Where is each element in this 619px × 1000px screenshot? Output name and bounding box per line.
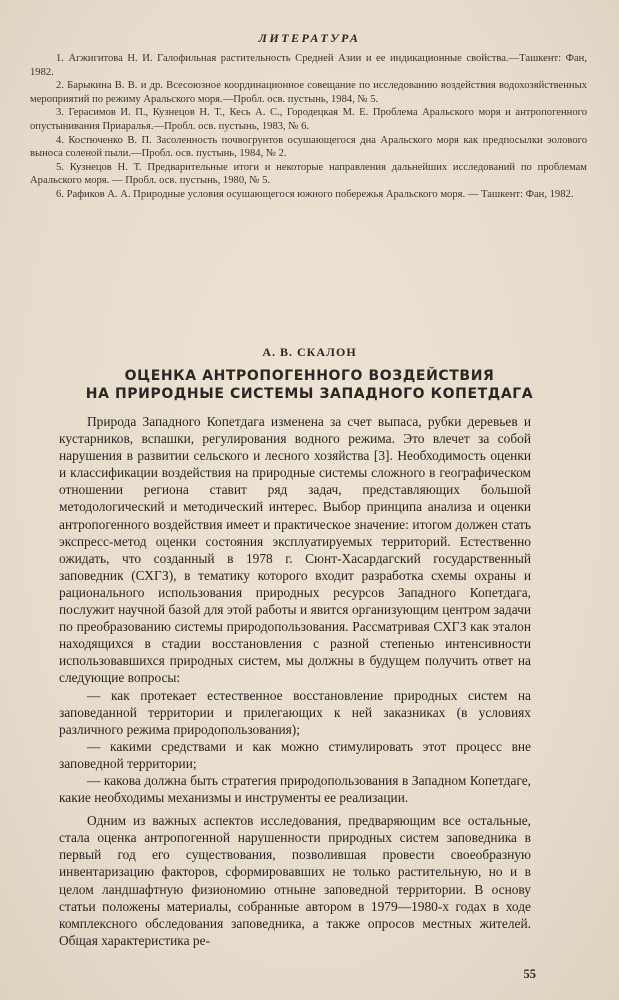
question-item: — как протекает естественное восстановление природных систем на заповеданной территории и прилегающих к ней заказниках (в условиях различного режима природопользования); (59, 687, 531, 737)
reference-item: 2. Барыкина В. В. и др. Всесоюзное координационное совещание по исследованию воздействия водохозяйственных мероприятий по режиму Аральского моря.—Пробл. осв. пустынь, 1984, № 5. (30, 80, 587, 105)
reference-item: 3. Герасимов И. П., Кузнецов Н. Т., Кесь А. С., Городецкая М. Е. Проблема Аральского моря и антропогенного опустынивания Приаралья.—Пробл. осв. пустынь, 1983, № 6. (30, 107, 587, 132)
literature-heading: ЛИТЕРАТУРА (258, 31, 361, 45)
question-item: — какова должна быть стратегия природопользования в Западном Копетдаге, какие необходимы механизмы и инструменты ее реализации. (59, 772, 531, 806)
reference-item: 4. Костюченко В. П. Засоленность почвогрунтов осушающегося дна Аральского моря как предпосылки эолового выноса соленой пыли.—Пробл. осв. пустынь, 1984, № 2. (30, 134, 587, 160)
paragraph-aspects: Одним из важных аспектов исследования, предваряющим все остальные, стала оценка антропогенной нарушенности природных систем заповедника в первый год его существования, позволившая провести своеобразную инвентаризацию факторов, сформировавших не только растительную, но и в целом ландшафтную физиономию отныне заповедной территории. В основу статьи положены материалы, собранные автором в 1979—1980-х годах в ходе комплексного обследования заповедника, а также опросов местных жителей. Общая характеристика ре- (59, 813, 531, 948)
article-title-line: ОЦЕНКА АНТРОПОГЕННОГО ВОЗДЕЙСТВИЯ (124, 368, 495, 384)
reference-item: 1. Агжигитова Н. И. Галофильная растительность Средней Азии и ее индикационные свойства.—Ташкент: Фан, 1982. (30, 53, 587, 78)
article-title (0, 368, 619, 403)
article-title-line: НА ПРИРОДНЫЕ СИСТЕМЫ ЗАПАДНОГО КОПЕТДАГА (85, 385, 534, 402)
page-number: 55 (523, 967, 536, 981)
article-body (59, 413, 531, 949)
reference-list (30, 52, 587, 202)
reference-item: 6. Рафиков А. А. Природные условия осушающегося южного побережья Аральского моря. — Ташкент: Фан, 1982. (56, 188, 574, 200)
question-item: — какими средствами и как можно стимулировать этот процесс вне заповедной территории; (59, 738, 531, 771)
reference-item: 5. Кузнецов Н. Т. Предварительные итоги и некоторые направления дальнейших исследований по проблемам Аральского моря. — Пробл. осв. пустынь, 1980, № 5. (30, 161, 587, 187)
article-author: А. В. СКАЛОН (262, 345, 357, 359)
paragraph-intro: Природа Западного Копетдага изменена за счет выпаса, рубки деревьев и кустарников, вспашки, регулирования водного режима. Это влечет за собой нарушения в развитии сельского и лесного хозяйства [3]. Необходимость оценки и классификации воздействия на природные системы сложного в географическом отношении региона ставит ряд задач, представляющих большой методологический и методический интерес. Выбор принципа анализа и оценки антропогенного воздействия имеет и практическое значение: итогом должен стать экспресс-метод оценки состояния эксплуатируемых территорий. Естественно ожидать, что созданный в 1978 г. Сюнт-Хасардагский государственный заповедник (СХГЗ), в тематику которого входит разработка схемы охраны и рационального использования природных ресурсов Западного Копетдага, послужит научной базой для этой работы и явится организующим центром задачи по преобразованию системы природопользования. Рассматривая СХГЗ как эталон находящихся в стадии восстановления с разной степенью интенсивности использовавшихся природных систем, мы должны в будущем получить ответ на следующие вопросы: (59, 414, 531, 686)
